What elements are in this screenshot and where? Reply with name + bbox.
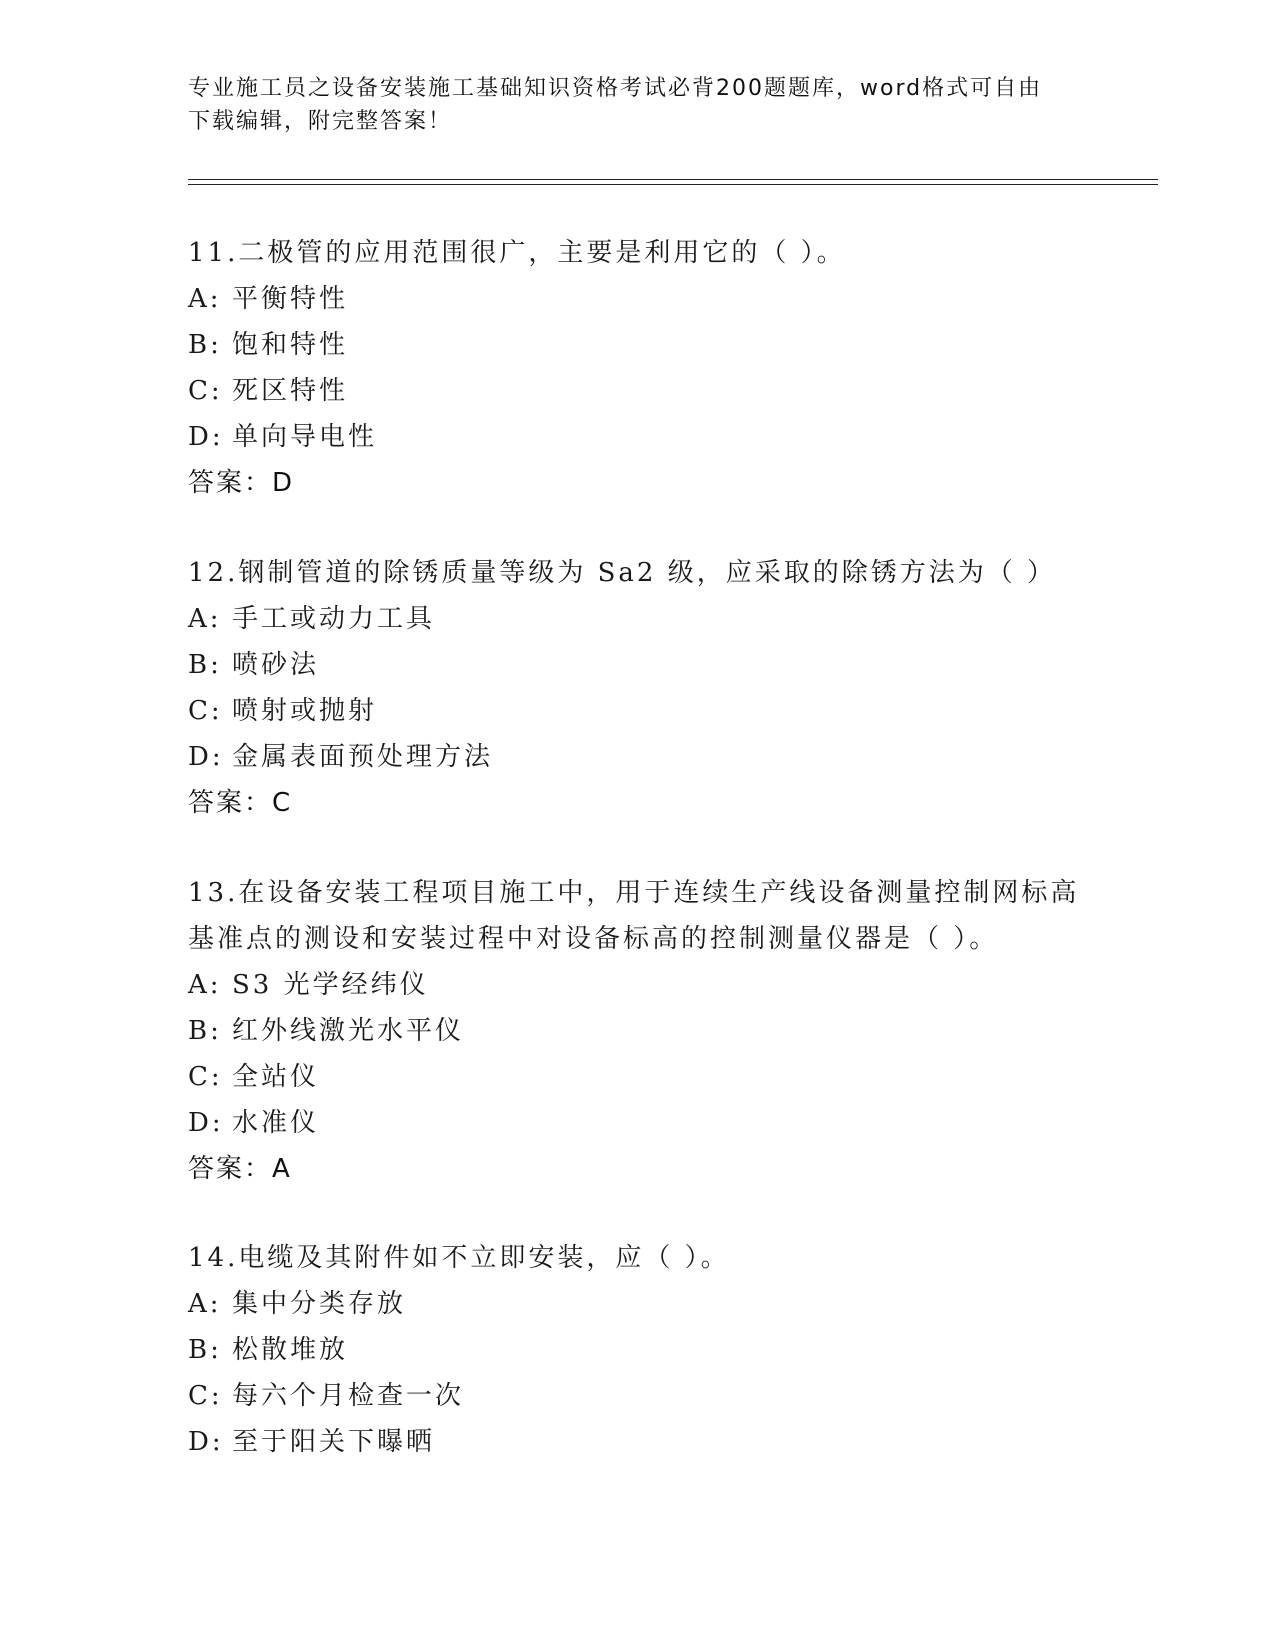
option-key: C:	[188, 696, 223, 726]
option-text: 死区特性	[232, 376, 349, 406]
option-text: 红外线激光水平仪	[232, 1016, 465, 1046]
answer-label: 答案：C	[188, 788, 293, 818]
option-text: S3 光学经纬仪	[232, 970, 429, 1000]
question-stem	[188, 230, 1088, 276]
option-text: 水准仪	[232, 1108, 320, 1138]
option-text: 饱和特性	[232, 330, 349, 360]
option-key: A:	[188, 284, 222, 314]
question-text: 钢制管道的除锈质量等级为 Sa2 级，应采取的除锈方法为（ ）	[238, 558, 1057, 588]
option-key: A:	[188, 970, 222, 1000]
question-number: 14.	[188, 1243, 239, 1273]
option-c	[188, 368, 1088, 414]
option-d	[188, 414, 1088, 460]
option-text: 集中分类存放	[232, 1289, 407, 1319]
question-11	[188, 230, 1088, 506]
answer-label: 答案：D	[188, 468, 295, 498]
question-number: 13.	[188, 878, 239, 908]
option-d	[188, 734, 1088, 780]
header-line-2: 下载编辑，附完整答案！	[188, 109, 453, 134]
question-text: 电缆及其附件如不立即安装，应（ ）。	[238, 1243, 730, 1273]
option-d	[188, 1419, 1088, 1465]
question-14	[188, 1235, 1088, 1465]
header-divider-top	[188, 179, 1158, 180]
option-c	[188, 1054, 1088, 1100]
option-b	[188, 1327, 1088, 1373]
option-c	[188, 688, 1088, 734]
option-key: B:	[188, 330, 222, 360]
option-key: D:	[188, 1108, 224, 1138]
question-text: 在设备安装工程项目施工中，用于连续生产线设备测量控制网标高	[238, 878, 1080, 908]
option-key: D:	[188, 1427, 224, 1457]
option-a	[188, 596, 1088, 642]
header-line-1: 专业施工员之设备安装施工基础知识资格考试必背200题题库，word格式可自由	[188, 76, 1043, 101]
question-stem	[188, 550, 1088, 596]
question-stem	[188, 1235, 1088, 1281]
option-b	[188, 322, 1088, 368]
option-key: C:	[188, 376, 223, 406]
option-text: 单向导电性	[232, 422, 378, 452]
header-divider-bottom	[188, 184, 1158, 185]
option-text: 喷射或抛射	[232, 696, 378, 726]
question-stem-continued: 基准点的测设和安装过程中对设备标高的控制测量仪器是（ ）。	[188, 924, 999, 954]
option-key: B:	[188, 1335, 222, 1365]
option-text: 全站仪	[232, 1062, 320, 1092]
option-text: 平衡特性	[232, 284, 349, 314]
option-a	[188, 962, 1088, 1008]
option-text: 每六个月检查一次	[232, 1381, 465, 1411]
option-c	[188, 1373, 1088, 1419]
option-key: C:	[188, 1062, 223, 1092]
document-header	[188, 72, 1088, 138]
option-text: 至于阳关下曝晒	[232, 1427, 436, 1457]
option-a	[188, 1281, 1088, 1327]
question-number: 12.	[188, 558, 239, 588]
question-number: 11.	[188, 238, 239, 268]
option-key: A:	[188, 604, 222, 634]
option-text: 松散堆放	[232, 1335, 349, 1365]
option-text: 喷砂法	[232, 650, 320, 680]
option-b	[188, 1008, 1088, 1054]
option-a	[188, 276, 1088, 322]
option-key: D:	[188, 422, 224, 452]
option-key: B:	[188, 650, 222, 680]
option-key: B:	[188, 1016, 222, 1046]
option-key: C:	[188, 1381, 223, 1411]
option-d	[188, 1100, 1088, 1146]
question-12	[188, 550, 1088, 826]
answer-label: 答案：A	[188, 1154, 292, 1184]
question-text: 二极管的应用范围很广，主要是利用它的（ ）。	[238, 238, 846, 268]
option-key: A:	[188, 1289, 222, 1319]
option-text: 金属表面预处理方法	[232, 742, 494, 772]
question-13	[188, 870, 1088, 1192]
question-stem	[188, 870, 1088, 916]
option-b	[188, 642, 1088, 688]
option-text: 手工或动力工具	[232, 604, 436, 634]
option-key: D:	[188, 742, 224, 772]
